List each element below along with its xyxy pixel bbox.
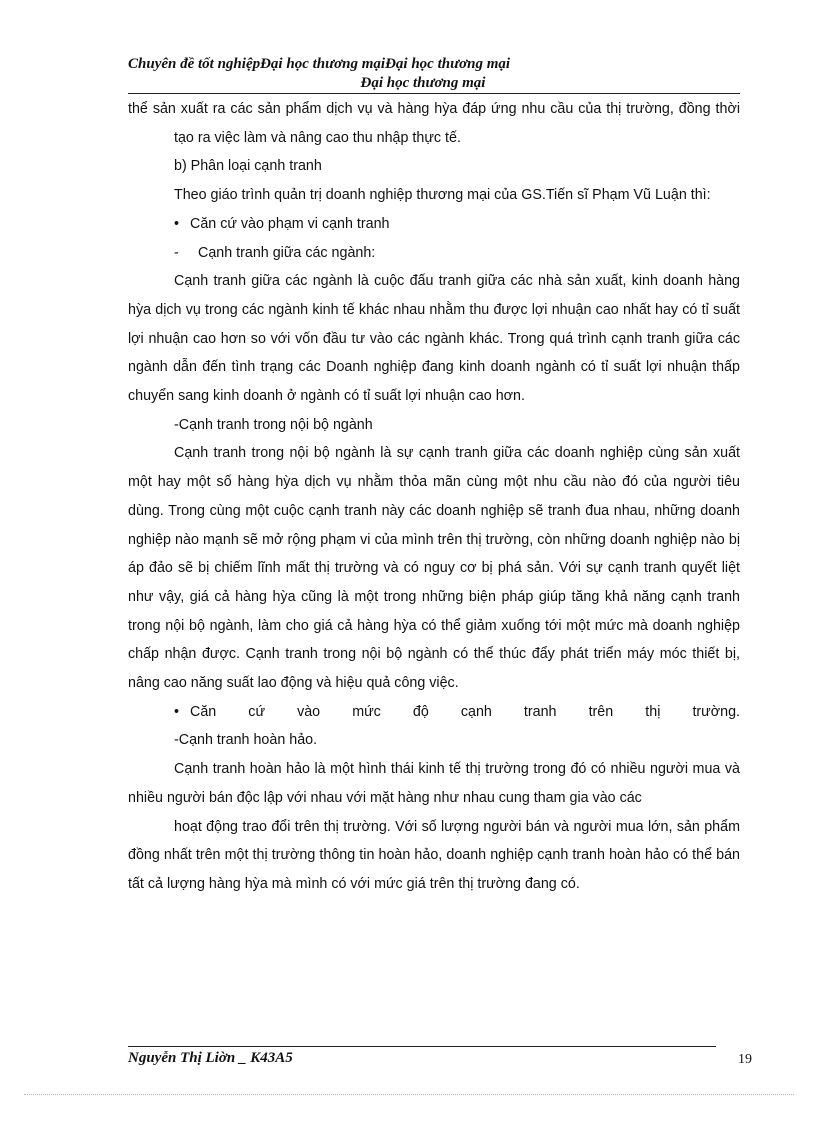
bullet-item-level	[128, 698, 740, 727]
paragraph-within-industry: Cạnh tranh trong nội bộ ngành là sự cạnh tranh giữa các doanh nghiệp cùng sản xuất một hay một số hàng hỳa dịch vụ nhằm thỏa mãn cùng một nhu cầu nào đó của người tiêu dùng. Trong cùng một cuộc cạnh tranh này các doanh nghiệp sẽ tranh đua nhau, những doanh nghiệp nào mạnh sẽ mở rộng phạm vi của mình trên thị trường, còn những doanh nghiệp nào bị áp đảo sẽ bị chiếm lĩnh mất thị trường và có nguy cơ bị phá sản. Với sự cạnh tranh quyết liệt như vậy, giá cả hàng hỳa cũng là một trong những biện pháp giúp tăng khả năng cạnh tranh trong nội bộ ngành, làm cho giá cả hàng hỳa có thể giảm xuống tới một mức mà doanh nghiệp chấp nhận được. Cạnh tranh trong nội bộ ngành có thể thúc đẩy phát triển máy móc thiết bị, nâng cao năng suất lao động và hiệu quả công việc.	[128, 445, 740, 692]
section-heading-classification: b) Phân loại cạnh tranh	[174, 158, 322, 175]
page-bottom-dotted-rule	[24, 1094, 794, 1095]
bullet-text: Căn cứ vào mức độ cạnh tranh trên thị trường.	[190, 703, 740, 720]
header-title-line1: Chuyên đề tốt nghiệpĐại học thương mạiĐại học thương mại	[128, 56, 511, 72]
dash-icon: -	[174, 244, 179, 261]
subheading-within-industry: -Cạnh tranh trong nội bộ ngành	[174, 416, 373, 433]
bullet-icon: •	[174, 703, 180, 720]
page-number: 19	[738, 1052, 752, 1067]
dash-text: Cạnh tranh giữa các ngành:	[198, 244, 376, 261]
paragraph-perfect-competition-continued: hoạt động trao đổi trên thị trường. Với số lượng người bán và người mua lớn, sản phẩm đồng nhất trên một thị trường thông tin hoàn hảo, doanh nghiệp cạnh tranh hoàn hảo có thể bán tất cả lượng hàng hỳa mà mình có với mức giá trên thị trường đang có.	[128, 818, 740, 892]
footer-author: Nguyễn Thị Liờn _ K43A5	[128, 1050, 293, 1066]
header-title-line2: Đại học thương mại	[360, 75, 486, 91]
paragraph-perfect-competition: Cạnh tranh hoàn hảo là một hình thái kinh tế thị trường trong đó có nhiều người mua và nhiều người bán độc lập với nhau với mặt hàng như nhau cung tham gia vào các	[128, 761, 740, 806]
header-divider	[128, 93, 740, 94]
dash-item-between-industries	[128, 239, 740, 268]
paragraph-between-industries: Cạnh tranh giữa các ngành là cuộc đấu tranh giữa các nhà sản xuất, kinh doanh hàng hỳa dịch vụ trong các ngành kinh tế khác nhau nhằm thu được lợi nhuận cao nhất hay có tỉ suất lợi nhuận cao hơn so với vốn đầu tư vào các ngành khác. Trong quá trình cạnh tranh giữa các ngành dẫn đến tình trạng các Doanh nghiệp đang kinh doanh ngành có tỉ suất lợi nhuận thấp chuyển sang kinh doanh ở ngành có tỉ suất lợi nhuận cao hơn.	[128, 273, 740, 405]
bullet-icon: •	[174, 215, 180, 232]
subheading-perfect-competition: -Cạnh tranh hoàn hảo.	[174, 732, 318, 749]
footer-divider	[128, 1046, 716, 1047]
document-body	[128, 95, 740, 899]
paragraph-continued: thể sản xuất ra các sản phẩm dịch vụ và hàng hỳa đáp ứng nhu cầu của thị trường, đồng thời tạo ra việc làm và nâng cao thu nhập thực tế.	[128, 101, 740, 146]
page-header	[128, 55, 738, 93]
paragraph-source: Theo giáo trình quản trị doanh nghiệp thương mại của GS.Tiến sĩ Phạm Vũ Luận thì:	[174, 187, 711, 204]
bullet-item-scope	[128, 210, 740, 239]
bullet-text: Căn cứ vào phạm vi cạnh tranh	[190, 215, 390, 232]
